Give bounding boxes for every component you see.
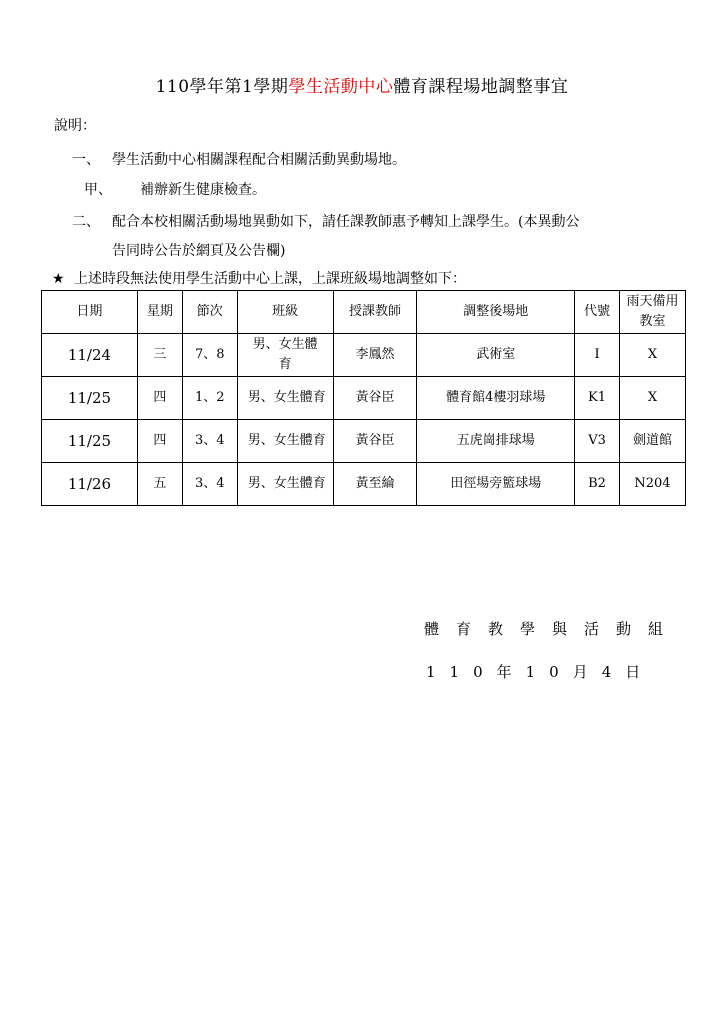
cell-code: K1 (575, 377, 620, 420)
cell-class: 男、女生體育 (237, 420, 333, 463)
title-prefix: 110學年第1學期 (155, 77, 289, 97)
cell-period: 1、2 (182, 377, 237, 420)
cell-period: 3、4 (182, 463, 237, 506)
cell-weekday: 五 (137, 463, 182, 506)
cell-date: 11/25 (42, 420, 138, 463)
cell-teacher: 黃谷臣 (333, 420, 417, 463)
table-header-row (42, 291, 686, 334)
header-code: 代號 (575, 291, 620, 334)
document-title (0, 72, 724, 97)
signature-org: 體育教學與活動組 (424, 620, 681, 638)
intro-label: 說明： (54, 118, 96, 134)
table-row (42, 463, 686, 506)
cell-code: V3 (575, 420, 620, 463)
cell-rain-room: 劍道館 (620, 420, 686, 463)
header-rain-room: 雨天備用教室 (620, 291, 686, 334)
cell-class: 男、女生體育 (237, 377, 333, 420)
schedule-table (41, 290, 686, 506)
cell-weekday: 四 (137, 377, 182, 420)
item-2 (72, 211, 579, 231)
sub-item (84, 179, 266, 199)
header-venue: 調整後場地 (417, 291, 575, 334)
cell-weekday: 三 (137, 334, 182, 377)
cell-teacher: 李鳳然 (333, 334, 417, 377)
cell-venue: 田徑場旁籃球場 (417, 463, 575, 506)
table-row (42, 334, 686, 377)
star-icon: ★ (52, 271, 65, 287)
item-2-text-line2: 告同時公告於網頁及公告欄) (112, 243, 286, 259)
cell-venue: 體育館4樓羽球場 (417, 377, 575, 420)
cell-date: 11/26 (42, 463, 138, 506)
header-date: 日期 (42, 291, 138, 334)
cell-venue: 武術室 (417, 334, 575, 377)
header-class: 班級 (237, 291, 333, 334)
cell-rain-room: X (620, 334, 686, 377)
item-2-marker: 二、 (72, 214, 100, 230)
header-teacher: 授課教師 (333, 291, 417, 334)
header-weekday: 星期 (137, 291, 182, 334)
cell-weekday: 四 (137, 420, 182, 463)
item-1 (72, 149, 406, 169)
header-period: 節次 (182, 291, 237, 334)
cell-class: 男、女生體育 (237, 463, 333, 506)
cell-date: 11/25 (42, 377, 138, 420)
cell-teacher: 黃谷臣 (333, 377, 417, 420)
table-row (42, 420, 686, 463)
item-2-text-line1: 配合本校相關活動場地異動如下，請任課教師惠予轉知上課學生。(本異動公 (112, 214, 580, 230)
cell-code: I (575, 334, 620, 377)
cell-venue: 五虎崗排球場 (417, 420, 575, 463)
signature-date: 110年10月4日 (426, 663, 655, 681)
notice (52, 268, 466, 288)
cell-code: B2 (575, 463, 620, 506)
cell-rain-room: N204 (620, 463, 686, 506)
cell-rain-room: X (620, 377, 686, 420)
title-highlight: 學生活動中心 (288, 77, 394, 97)
cell-date: 11/24 (42, 334, 138, 377)
item-1-marker: 一、 (72, 152, 100, 168)
cell-period: 7、8 (182, 334, 237, 377)
sub-item-marker: 甲、 (84, 182, 112, 198)
cell-period: 3、4 (182, 420, 237, 463)
table-row (42, 377, 686, 420)
notice-text: 上述時段無法使用學生活動中心上課，上課班級場地調整如下： (74, 271, 466, 287)
sub-item-text: 補辦新生健康檢查。 (140, 182, 266, 198)
title-suffix: 體育課程場地調整事宜 (393, 77, 569, 97)
cell-class: 男、女生體育 (237, 334, 333, 377)
item-1-text: 學生活動中心相關課程配合相關活動異動場地。 (112, 152, 406, 168)
cell-teacher: 黃至綸 (333, 463, 417, 506)
